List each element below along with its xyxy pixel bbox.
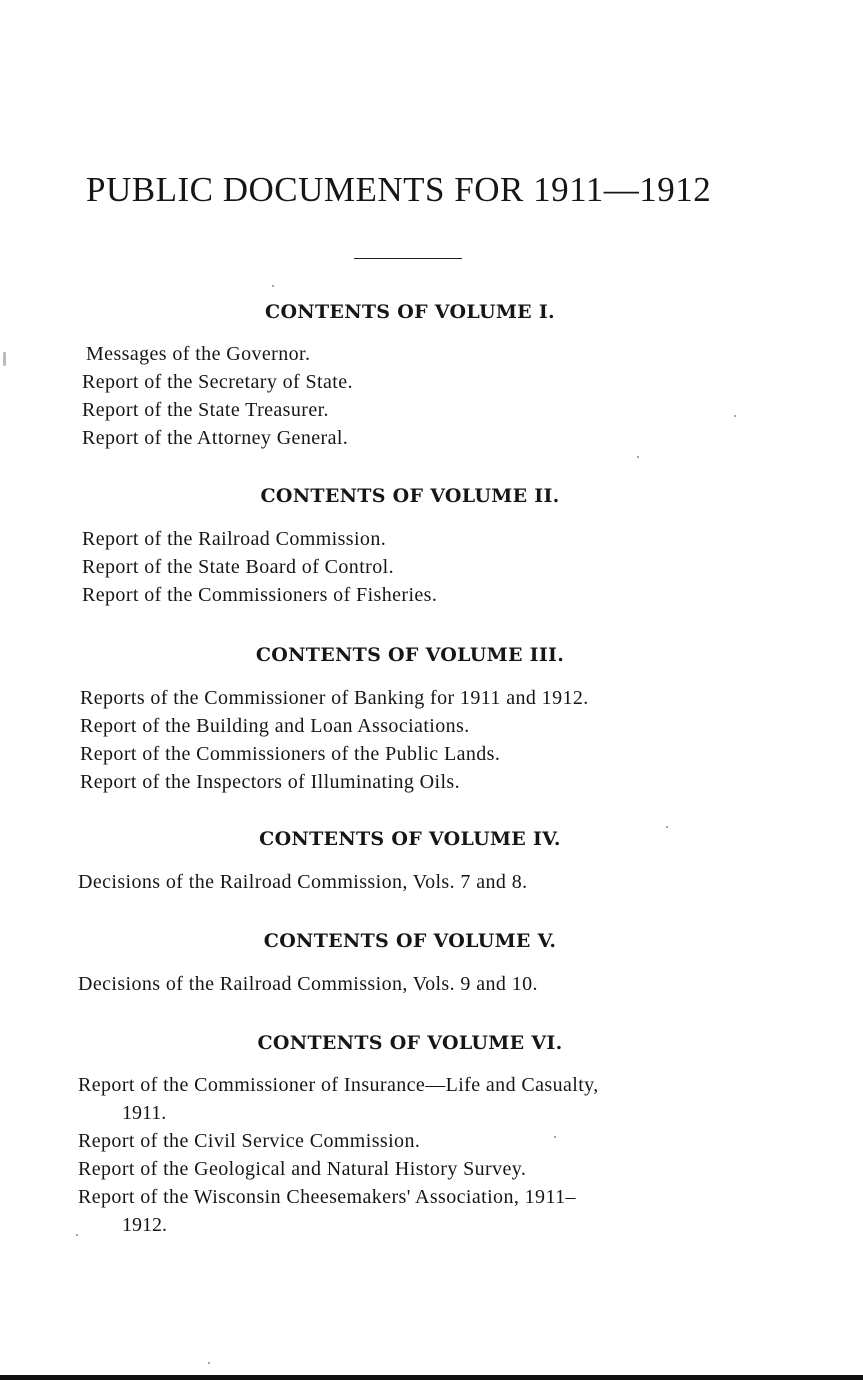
volume-2-heading: CONTENTS OF VOLUME II.: [260, 485, 560, 507]
volume-5-list: [78, 970, 538, 998]
list-item: Messages of the Governor.: [86, 343, 311, 365]
list-item: Reports of the Commissioner of Banking for 1911 and 1912.: [80, 687, 589, 709]
volume-2-list: [82, 525, 437, 609]
scan-speck: [637, 456, 639, 458]
volume-6-heading: CONTENTS OF VOLUME VI.: [257, 1032, 563, 1054]
volume-6-list: [78, 1071, 599, 1239]
list-item: Report of the State Treasurer.: [82, 399, 329, 421]
scan-speck: [666, 826, 668, 828]
list-item: Report of the State Board of Control.: [82, 556, 394, 578]
list-item-continuation: 1911.: [122, 1102, 167, 1124]
list-item: Report of the Building and Loan Associations.: [80, 715, 470, 737]
list-item: Report of the Wisconsin Cheesemakers' Association, 1911–: [78, 1186, 576, 1208]
list-item: Decisions of the Railroad Commission, Vols. 7 and 8.: [78, 871, 528, 893]
volume-3-heading: CONTENTS OF VOLUME III.: [255, 644, 565, 666]
scan-speck: [272, 285, 274, 287]
list-item: Report of the Commissioner of Insurance—Life and Casualty,: [78, 1074, 599, 1096]
page-bottom-border: [0, 1375, 863, 1380]
scan-speck: [76, 1234, 78, 1236]
scan-speck: [554, 1136, 556, 1138]
volume-1-list: [82, 340, 357, 452]
list-item: Report of the Commissioners of the Public Lands.: [80, 743, 501, 765]
list-item: Report of the Railroad Commission.: [82, 528, 387, 550]
list-item-continuation: 1912.: [122, 1214, 167, 1236]
page-title: PUBLIC DOCUMENTS FOR 1911—1912: [86, 170, 712, 209]
list-item: Report of the Commissioners of Fisheries.: [82, 584, 438, 606]
volume-3-list: [80, 684, 589, 796]
list-item: Report of the Attorney General.: [82, 427, 349, 449]
volume-5-heading: CONTENTS OF VOLUME V.: [263, 930, 557, 952]
list-item: Decisions of the Railroad Commission, Vols. 9 and 10.: [78, 973, 538, 995]
list-item: Report of the Secretary of State.: [82, 371, 353, 393]
volume-4-heading: CONTENTS OF VOLUME IV.: [259, 828, 561, 850]
list-item: Report of the Civil Service Commission.: [78, 1130, 421, 1152]
volume-4-list: [78, 868, 528, 896]
list-item: Report of the Geological and Natural History Survey.: [78, 1158, 527, 1180]
volume-1-heading: CONTENTS OF VOLUME I.: [265, 301, 555, 323]
scan-speck: [734, 415, 736, 417]
scan-mark: [3, 352, 6, 366]
title-rule: [354, 258, 462, 259]
scan-speck: [208, 1362, 210, 1364]
list-item: Report of the Inspectors of Illuminating Oils.: [80, 771, 461, 793]
